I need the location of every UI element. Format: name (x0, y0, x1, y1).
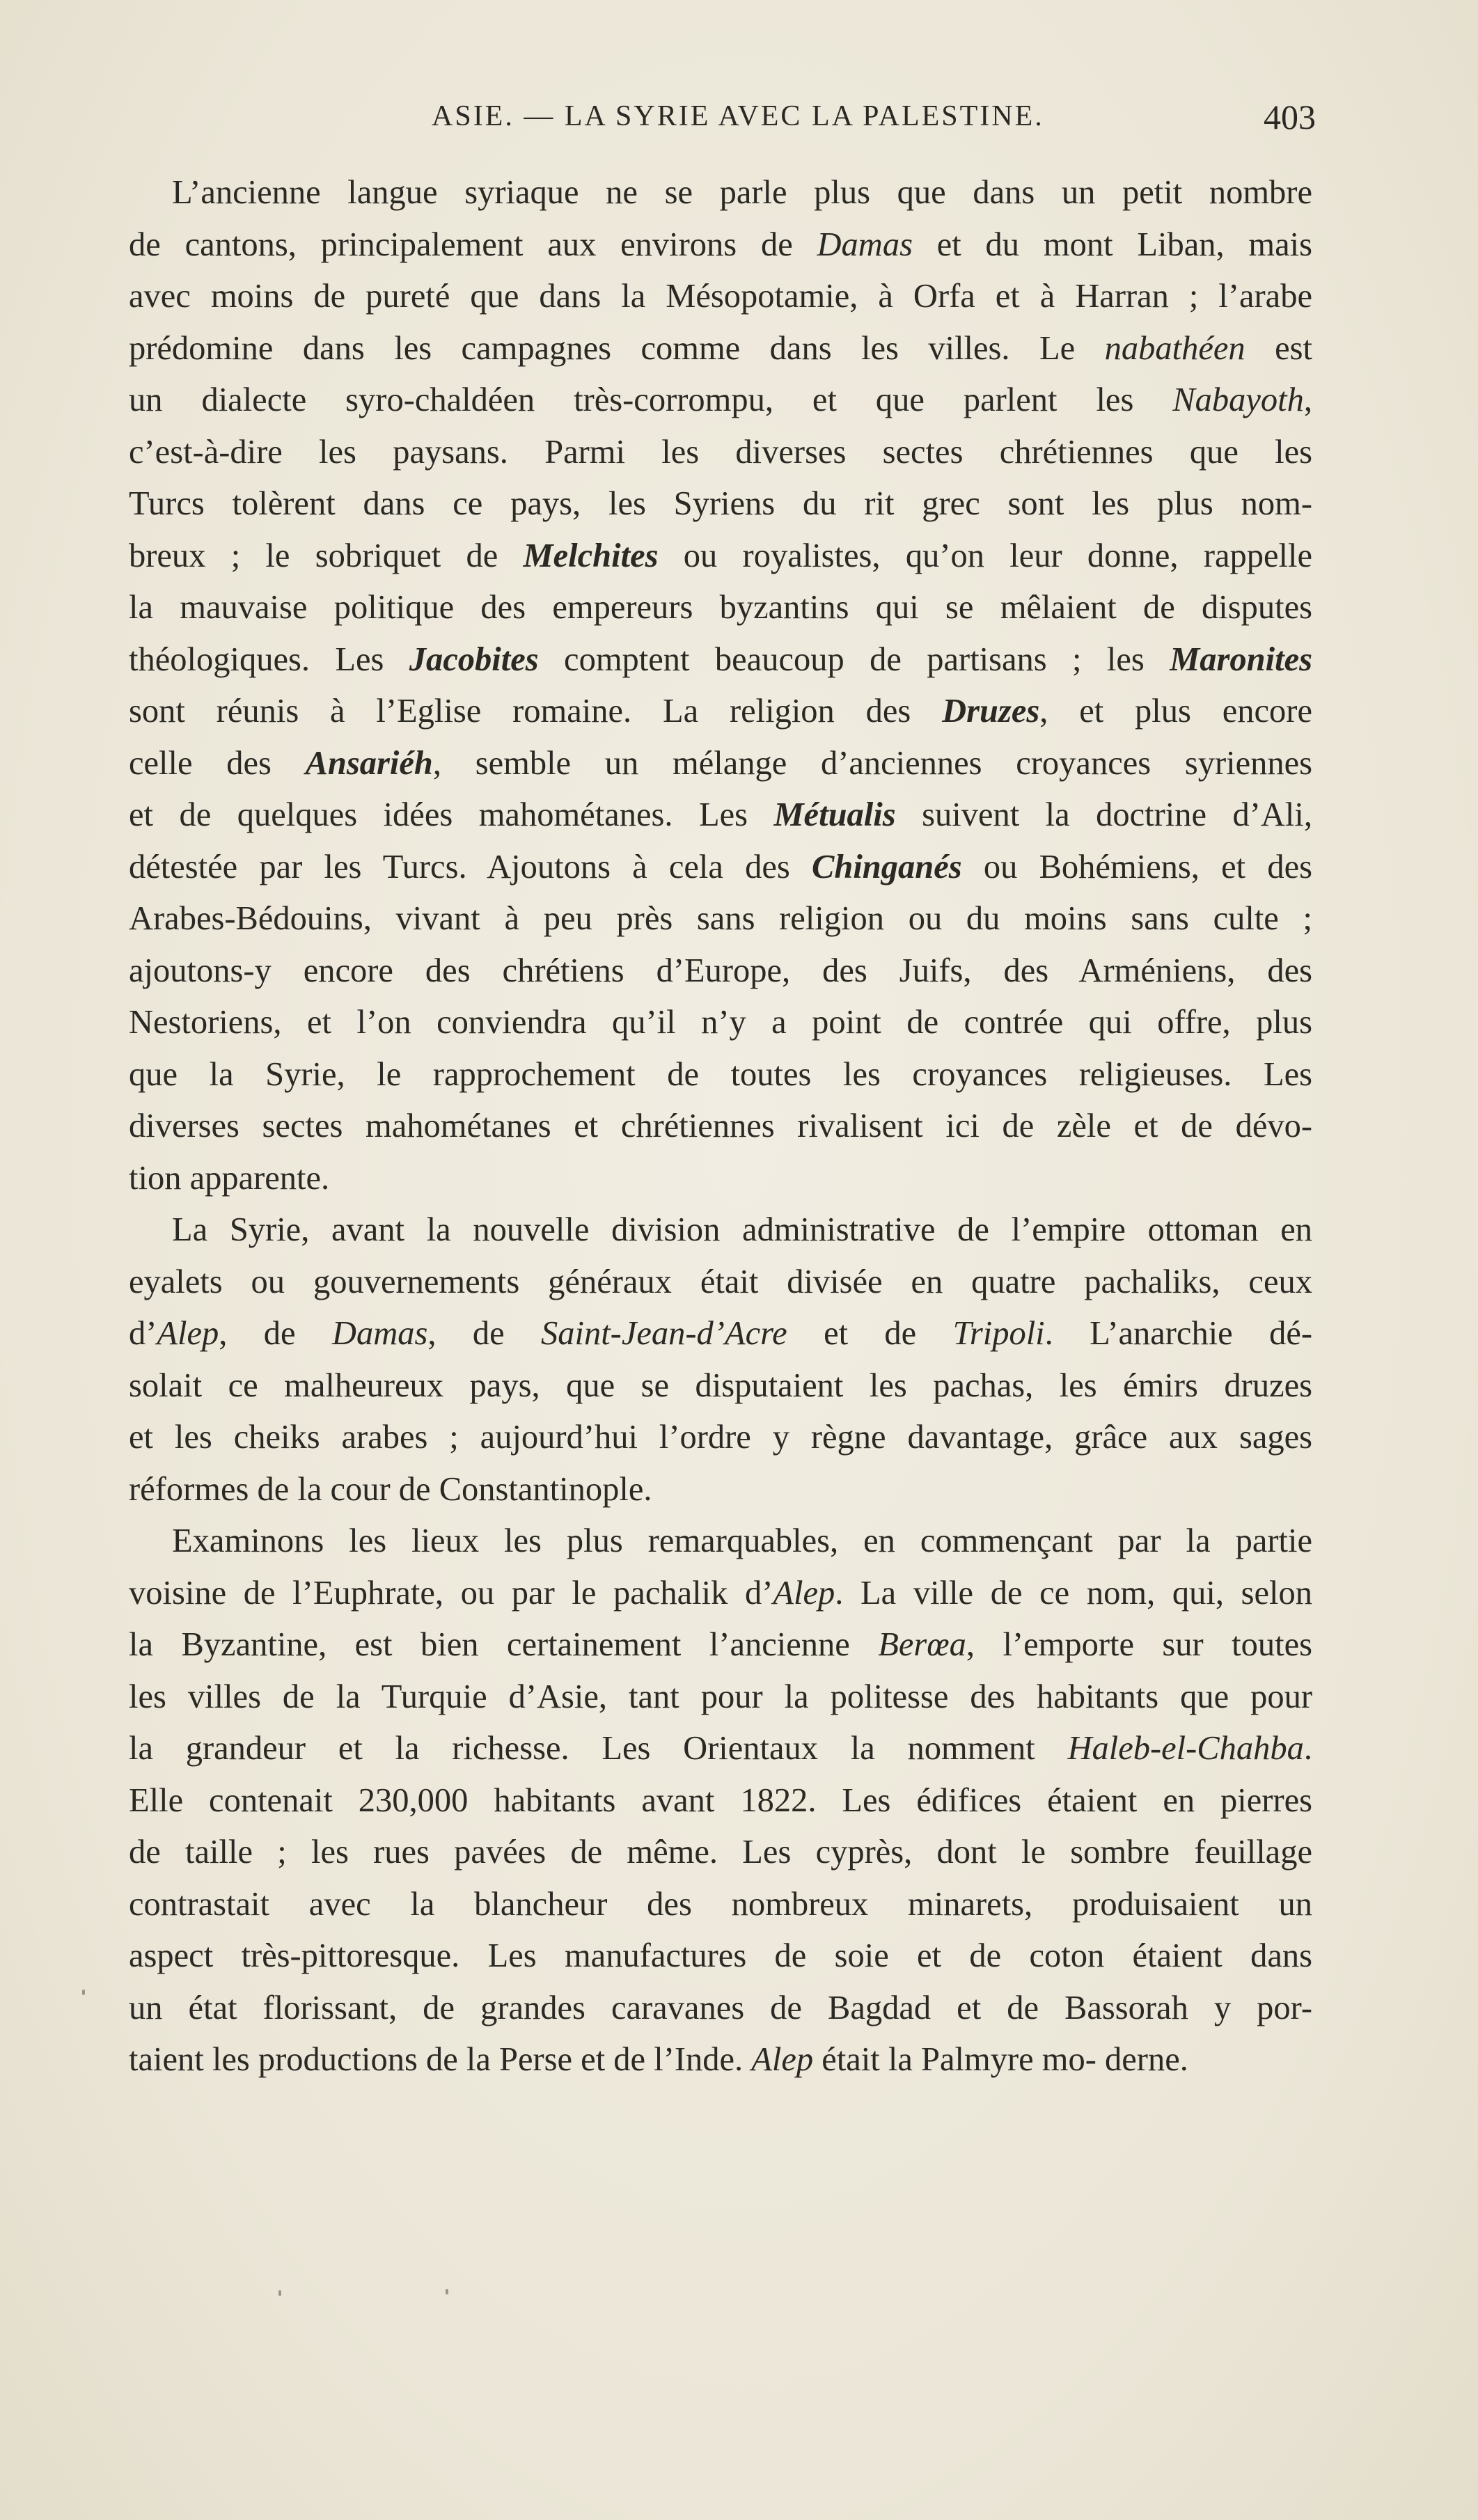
text-line: diverses sectes mahométanes et chrétiennes rivalisent ici de zèle et de dévo- (129, 1108, 1312, 1144)
emphasized-term: Alep (751, 2041, 814, 2078)
paragraph (129, 167, 1312, 1204)
text-line: Nestoriens, et l’on conviendra qu’il n’y a point de contrée qui offre, plus (129, 1004, 1312, 1041)
text-line: et les cheiks arabes ; aujourd’hui l’ordre y règne davantage, grâce aux sages (129, 1419, 1312, 1456)
text-line: taient les productions de la Perse et de l’Inde. Alep était la Palmyre mo- (129, 2041, 1096, 2078)
text-line: réformes de la cour de Constantinople. (129, 1470, 652, 1508)
text-line: de cantons, principalement aux environs de Damas et du mont Liban, mais (129, 226, 1312, 263)
emphasized-term: Berœa (878, 1626, 966, 1663)
emphasized-term: nabathéen (1104, 329, 1245, 367)
emphasized-term: Jacobites (409, 640, 539, 678)
text-line: prédomine dans les campagnes comme dans les villes. Le nabathéen est (129, 329, 1312, 367)
paper-speck (278, 2290, 281, 2296)
text-line: sont réunis à l’Eglise romaine. La religion des Druzes, et plus encore (129, 693, 1312, 730)
text-line: Examinons les lieux les plus remarquables, en commençant par la partie (172, 1522, 1312, 1559)
text-line: contrastait avec la blancheur des nombreux minarets, produisaient un (129, 1885, 1312, 1923)
emphasized-term: Druzes (942, 693, 1040, 730)
text-line: voisine de l’Euphrate, ou par le pachalik d’Alep. La ville de ce nom, qui, selon (129, 1574, 1313, 1612)
text-line: un dialecte syro-chaldéen très-corrompu, et que parlent les Nabayoth, (129, 381, 1312, 418)
text-line: L’ancienne langue syriaque ne se parle plus que dans un petit nombre (172, 174, 1312, 211)
emphasized-term: Saint-Jean-d’Acre (540, 1315, 787, 1352)
body-text (129, 167, 1312, 2086)
text-line: d’Alep, de Damas, de Saint-Jean-d’Acre et de Tripoli. L’anarchie dé- (129, 1315, 1312, 1352)
paragraph (129, 1204, 1312, 1515)
running-head: ASIE. — LA SYRIE AVEC LA PALESTINE. (432, 100, 1044, 132)
text-line: aspect très-pittoresque. Les manufactures de soie et de coton étaient dans (129, 1937, 1312, 1974)
paper-speck (82, 1990, 85, 1995)
text-line: que la Syrie, le rapprochement de toutes les croyances religieuses. Les (129, 1055, 1312, 1093)
text-line: Arabes-Bédouins, vivant à peu près sans religion ou du moins sans culte ; (129, 900, 1312, 937)
page-header (432, 97, 1316, 141)
text-line: solait ce malheureux pays, que se disputaient les pachas, les émirs druzes (129, 1367, 1312, 1404)
text-line: théologiques. Les Jacobites comptent beaucoup de partisans ; les Maronites (129, 640, 1312, 678)
page-number: 403 (1264, 97, 1316, 136)
text-line: la mauvaise politique des empereurs byzantins qui se mêlaient de disputes (129, 589, 1312, 626)
text-line: celle des Ansariéh, semble un mélange d’anciennes croyances syriennes (129, 744, 1312, 782)
text-line: avec moins de pureté que dans la Mésopotamie, à Orfa et à Harran ; l’arabe (129, 278, 1312, 315)
emphasized-term: Damas (331, 1315, 428, 1352)
text-line: les villes de la Turquie d’Asie, tant pour la politesse des habitants que pour (129, 1678, 1312, 1715)
text-line: de taille ; les rues pavées de même. Les cyprès, dont le sombre feuillage (129, 1834, 1312, 1871)
text-line: un état florissant, de grandes caravanes de Bagdad et de Bassorah y por- (129, 1989, 1312, 2026)
text-line: tion apparente. (129, 1159, 330, 1197)
text-line: et de quelques idées mahométanes. Les Métualis suivent la doctrine d’Ali, (129, 796, 1312, 833)
text-line: Elle contenait 230,000 habitants avant 1822. Les édifices étaient en pierres (129, 1781, 1312, 1819)
text-line: Turcs tolèrent dans ce pays, les Syriens du rit grec sont les plus nom- (129, 485, 1312, 522)
text-line: détestée par les Turcs. Ajoutons à cela des Chinganés ou Bohémiens, et des (129, 848, 1312, 885)
emphasized-term: Tripoli (952, 1315, 1045, 1352)
text-line: c’est-à-dire les paysans. Parmi les diverses sectes chrétiennes que les (129, 433, 1312, 471)
text-line: derne. (1105, 2041, 1188, 2078)
emphasized-term: Métualis (773, 796, 896, 833)
emphasized-term: Nabayoth (1172, 381, 1304, 418)
text-line: la Byzantine, est bien certainement l’ancienne Berœa, l’emporte sur toutes (129, 1626, 1313, 1663)
emphasized-term: Maronites (1170, 640, 1312, 678)
text-line: La Syrie, avant la nouvelle division administrative de l’empire ottoman en (172, 1211, 1312, 1248)
paragraph (129, 1515, 1312, 2086)
emphasized-term: Melchites (523, 537, 659, 574)
emphasized-term: Alep (773, 1574, 835, 1612)
emphasized-term: Haleb-el-Chahba (1067, 1730, 1304, 1767)
emphasized-term: Ansariéh (305, 744, 433, 782)
emphasized-term: Damas (817, 226, 913, 263)
text-line: breux ; le sobriquet de Melchites ou royalistes, qu’on leur donne, rappelle (129, 537, 1313, 574)
text-line: la grandeur et la richesse. Les Orientaux la nomment Haleb-el-Chahba. (129, 1730, 1312, 1767)
emphasized-term: Chinganés (812, 848, 962, 885)
paper-speck (446, 2289, 448, 2294)
emphasized-term: Alep (157, 1315, 219, 1352)
text-line: eyalets ou gouvernements généraux était divisée en quatre pachaliks, ceux (129, 1263, 1312, 1300)
text-line: ajoutons-y encore des chrétiens d’Europe, des Juifs, des Arméniens, des (129, 952, 1312, 989)
